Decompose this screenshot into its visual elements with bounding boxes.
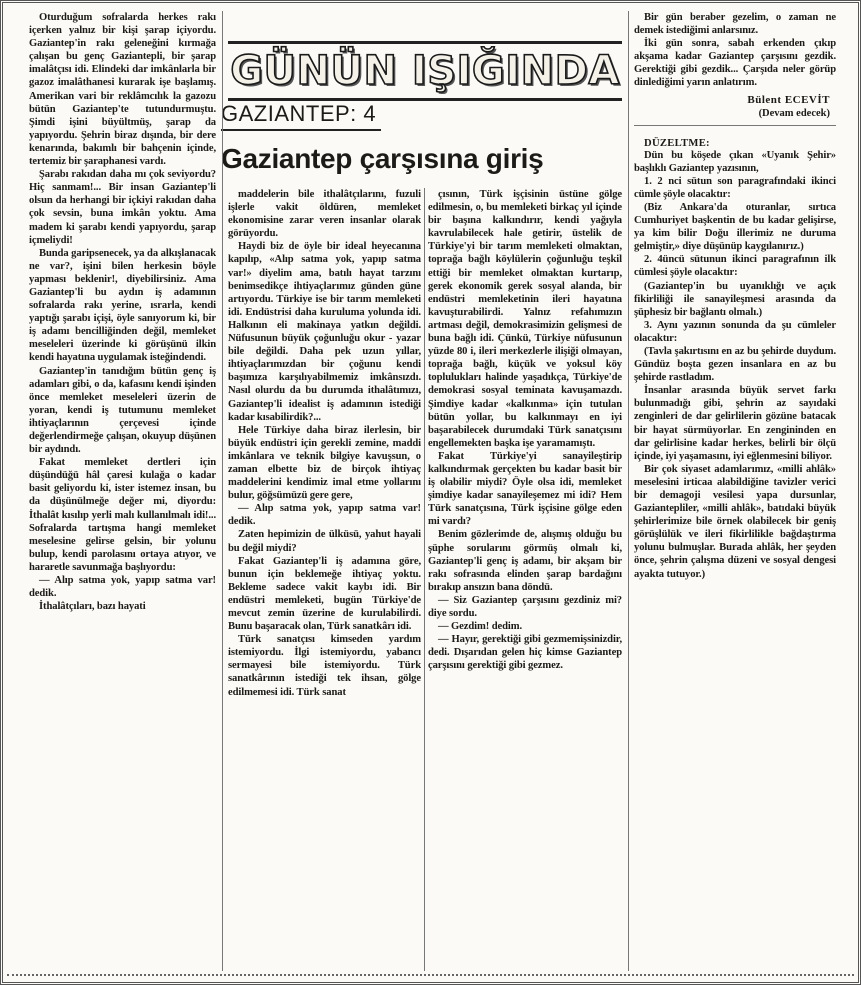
section-divider xyxy=(634,125,836,126)
paragraph: Gaziantep'in tanıdığım bütün genç iş adamları gibi, o da, kafasını kendi işinden önce memleket meseleleri üzerin de yoran, kendi iş tutumunu memleket ihtiyaçlarının çerçevesi içinde değerlendirmeğe çalışan, okuyup düşünen bir aydındı. xyxy=(29,365,216,456)
bottom-border xyxy=(7,974,854,976)
correction-paragraph: (Biz Ankara'da oturanlar, sırtıca Cumhuriyet başkentin de bu kadar gelişirse, ya kim bilir Doğu illerimiz ne duruma gelmiştir,» diye düşünüp kaygılanırız.) xyxy=(634,201,836,253)
paragraph: Fakat Türkiye'yi sanayileştirip kalkındırmak gerçekten bu kadar basit bir iş olabilir miydi? Öyle olsa idi, memleket şimdiye kadar sanayileşemez mi idi? Hem Türk sanatçısına, Türk işçisine gölge eden mi vardı? xyxy=(428,450,622,528)
column-rule xyxy=(424,188,425,971)
paragraph: Türk sanatçısı kimseden yardım istemiyordu. İlgi istemiyordu, yabancı sermayesi bile istemiyordu. Türk sanatkârının istediği tek ihsan, gölge edilmemesi idi. Türk sanat xyxy=(228,634,421,698)
column-rule xyxy=(628,11,629,971)
correction-paragraph: (Tavla şakırtısını en az bu şehirde duydum. Gündüz boşta gezen insanlara en az bu şehirde rastladım. xyxy=(634,345,836,384)
correction-paragraph: Dün bu köşede çıkan «Uyanık Şehir» başlıklı Gaziantep yazısının, xyxy=(634,149,836,174)
masthead-title: GÜNÜN IŞIĞINDA xyxy=(230,48,620,94)
paragraph: Benim gözlerimde de, alışmış olduğu bu şüphe sorularını görmüş olmalı ki, Gaziantep'li genç iş adamı, bir akşam bir rakı sofrasında elinden şarap bardağını bırakıp ansızın bana döndü. xyxy=(428,529,622,593)
paragraph: Bir gün beraber gezelim, o zaman ne demek istediğimi anlarsınız. xyxy=(634,12,836,37)
author-signature: Bülent ECEVİT xyxy=(747,93,830,106)
paragraph: — Hayır, gerektiği gibi gezmemişsinizdir, dedi. Dışarıdan gelen hiç kimse Gaziantep çarşısını gerektiği gibi gezmez. xyxy=(428,634,622,672)
column-masthead xyxy=(228,41,622,101)
correction-paragraph: 2. 4üncü sütunun ikinci paragrafının ilk cümlesi şöyle olacaktır: xyxy=(634,254,836,279)
paragraph: — Gezdim! dedim. xyxy=(438,621,523,633)
paragraph: Fakat memleket dertleri için düşündüğü hâl çaresi kulağa o kadar basit geliyordu ki, ister istemez insan, bu da düşünülmeğe değer mi, diyordu: İthalât kısılıp yerli malı kullanılmalı idi!... Sofralarda tartışma hangi memleket meselesine gelirse gelsin, bir yolunu bulup, kendi parolasını ortaya atıyor, ve hararetle savunmağa başlıyordu: xyxy=(29,457,216,573)
article-column-2 xyxy=(228,188,421,973)
correction-paragraph: Bir çok siyaset adamlarımız, «milli ahlâk» meselesini irticaa alabildiğine tavizler verici bir demagoji vesilesi yapa dursunlar, Gaziantepliler, «milli ahlâk», batıdaki büyük şehirlerimize bile örnek olabilecek bir geniş görüşlülük ve ileri fikirlilikle bağdaştırma yolunu bulmuşlar. Burada ahlâk, her şeyden önce, şehrin çalışma düzeni ve sosyal dengesi ayakta tutuyor.) xyxy=(634,463,836,580)
column-rule xyxy=(222,11,223,971)
paragraph: İthalâtçıları, bazı hayati xyxy=(39,601,146,613)
paragraph: Zaten hepimizin de ülküsü, yahut hayali bu değil miydi? xyxy=(228,529,421,554)
correction-paragraph: 3. Aynı yazının sonunda da şu cümleler olacaktır: xyxy=(634,319,836,344)
paragraph: çısının, Türk işçisinin üstüne gölge edilmesin, o, bu memleketi birkaç yıl içinde bir başına kalkındırır, kendi yağıyla kavrulabilecek hale getirir, üstelik de Türkiye'yi bir tarım memleketi olmaktan, toprağa bağlı köylülerin çoğunluğu teşkil ettiği bir memleket olmaktan kurtarıp, gerek ekonomik gerek sosyal alanda, bir endüstri memleketinin ileri hayatına kavuşturabilirdi. Yalnız refahımızın artması değil, demokrasimizin gelişmesi de buna bağlı idi. Çünkü, Türkiye nüfusunun yüzde 80 i, ileri merkezlerle ilişiği olmayan, toprağa bağlı, küçük ve yoksul köy toplulukları halinde yaşadıkça, Türkiye'de demokrasi sosyal teminata kavuşamazdı. Şimdiye kadar «kalkınma» için tutulan bütün yollar, bu kalkınmayı en iyi başarabilecek durumdaki Türk sanatçısını engellemekten başka işe yaramamıştı. xyxy=(428,189,622,449)
paragraph: Haydi biz de öyle bir ideal heyecanına kapılıp, «Alıp satma yok, yapıp satma var!» diyelim ama, batılı hayat tarzını benimsedikçe ihtiyaçlarımız günden güne artıyordu. Türkiye ise bir tarım memleketi idi. Endüstrisi daha kuruluma yolunda idi. Halkının eli makinaya yatkın değildi. Nüfusunun büyük çoğunluğu okur - yazar bile değildi. Daha pek uzun yıllar, ihtiyaçlarımızdan bir çoğunu kendi başımıza karşılıyabilmemiz imkânsızdı. Nasıl olurdu da bu durumda ithalâtımızı, Gaziantep'li idealist iş adamının istediği kadar kısabilirdik?... xyxy=(228,241,421,423)
correction-title: DÜZELTME: xyxy=(644,137,710,149)
article-column-3 xyxy=(428,188,622,973)
paragraph: İki gün sonra, sabah erkenden çıkıp akşama kadar Gaziantep çarşısını gezdik. Gerektiği gibi gezdik... Çarşıda neler görüp dinlediğimi yarın anlatırım. xyxy=(634,38,836,89)
paragraph: Oturduğum sofralarda herkes rakı içerken yalnız bir kişi şarap içiyordu. Gaziantep'in rakı geleneğini kırmağa çalışan bu genç Gaziantepli, bir şarap imalâtçısı idi. Elindeki dar imkânlarla bir gazoz imalâthanesi kurarak işe başlamış. Amerikan vari bir reklâmcılık la gazozu bütün Gaziantep'te tutundurmuştu. Şimdi işini büyültmüş, şarap da yapıyordu. Şehrin biraz dışında, bir dere kenarında, bakımlı bir bahçenin içinde, tertemiz bir şaraphanesi vardı. xyxy=(29,12,216,168)
continued-note: (Devam edecek) xyxy=(758,107,830,119)
paragraph: Hele Türkiye daha biraz ilerlesin, bir büyük endüstri için gerekli zemine, maddi imkânlara ve teknik bilgiye kavuşsun, o zaman elbette biz de birçok ihtiyaç maddelerini kendimiz imal etme yollarını bulur, göğsümüzü gere gere, xyxy=(228,424,421,502)
article-column-4 xyxy=(634,11,836,973)
paragraph: — Alıp satma yok, yapıp satma var! dedik. xyxy=(29,575,216,600)
paragraph: Bunda garipsenecek, ya da alkışlanacak ne var?, işini bilen herkesin böyle yapması beklenir!, diyebilirsiniz. Ama Gaziantep'li bu aydın iş adamının sofralarda rakı yerine, ısrarla, kendi yaptığı şarabı içişi, öyle sanıyorum ki, bir iş adamı bencilliğinden değil, memleket meseleleri üzerinde ki görüşünü ilkin kendi hayatına uygulamak isteğindendi. xyxy=(29,247,216,364)
series-title: GAZIANTEP: 4 xyxy=(221,101,381,131)
paragraph: Şarabı rakıdan daha mı çok seviyordu? Hiç sanmam!... Bir insan Gaziantep'li olsun da herhangi bir içkiyi rakıdan daha çok sevsin, buna imkân yoktu. Ama madem ki şarabı kendi yapıyordu, şarap içmeliydi! xyxy=(29,169,216,246)
article-headline: Gaziantep çarşısına giriş xyxy=(221,143,544,174)
paragraph: Fakat Gaziantep'li iş adamına göre, bunun için beklemeğe ihtiyaç yoktu. Bekleme sadece vakit kaybı idi. Bir endüstri memleketi, bugün Türkiye'de mevcut zemin üzerine de kurulabilirdi. Bunu başaracak olan, Türk sanatkârı idi. xyxy=(228,555,421,633)
paragraph: — Siz Gaziantep çarşısını gezdiniz mi? diye sordu. xyxy=(428,594,622,619)
correction-paragraph: 1. 2 nci sütun son paragrafındaki ikinci cümle şöyle olacaktır: xyxy=(634,175,836,200)
article-column-1 xyxy=(29,11,216,973)
correction-paragraph: (Gaziantep'in bu uyanıklığı ve açık fikirliliği ile sanayileşmesi arasında da şüphesiz bir bağlantı olmalı.) xyxy=(634,280,836,318)
correction-paragraph: İnsanlar arasında büyük servet farkı bulunmadığı gibi, şehrin az sayıdaki zenginleri de dar gelirlilerin gözüne batacak bir hayat sürmüyorlar. En zengininden en dar gelirlisine kadar herkes, belirli bir ölçü içinde, iyi yaşamasını, iyi eğlenmesini biliyor. xyxy=(634,385,836,462)
paragraph: — Alıp satma yok, yapıp satma var! dedik. xyxy=(228,503,421,528)
paragraph: maddelerin bile ithalâtçılarını, fuzuli işlerle vakit öldüren, memleket ekonomisine zarar veren insanlar olarak görüyordu. xyxy=(228,189,421,240)
